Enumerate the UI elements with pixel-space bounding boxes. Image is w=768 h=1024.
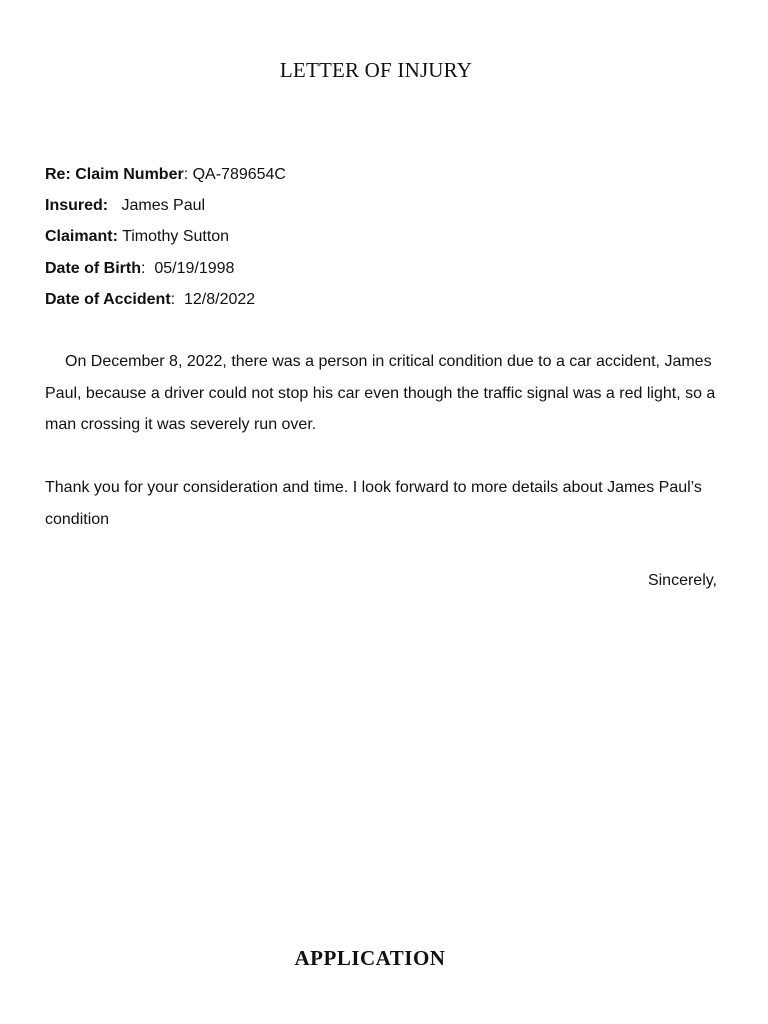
body-paragraph-accident: On December 8, 2022, there was a person in critical condition due to a car accident, James Paul, because a driver could not stop his car even though the traffic signal was a red light, so a man crossing it was severely run over. (45, 353, 716, 433)
claim-number-label: Re: Claim Number (45, 166, 184, 183)
date-of-accident-separator: : (170, 290, 184, 308)
claimant-row (45, 226, 286, 257)
insured-row (45, 195, 286, 226)
insured-value: James Paul (121, 197, 206, 215)
claimant-label: Claimant: (45, 228, 118, 246)
claim-number-row (45, 164, 286, 195)
date-of-birth-label: Date of Birth (45, 259, 141, 277)
date-of-accident-label: Date of Accident (45, 290, 171, 308)
claim-details (45, 164, 286, 320)
date-of-birth-separator: : (141, 259, 155, 277)
closing-salutation: Sincerely, (647, 572, 717, 589)
footer-heading: APPLICATION (294, 946, 446, 970)
claimant-value: Timothy Sutton (122, 228, 230, 246)
letter-title: LETTER OF INJURY (279, 58, 473, 82)
body-paragraph-thanks: Thank you for your consideration and time. I look forward to more details about James Paul’s condition (45, 479, 702, 528)
date-of-birth-row (45, 258, 286, 289)
date-of-accident-row (45, 289, 286, 320)
insured-label: Insured: (45, 197, 109, 215)
date-of-accident-value: 12/8/2022 (184, 290, 256, 308)
claim-number-separator: : (183, 166, 193, 183)
claim-number-value: QA-789654C (192, 166, 286, 183)
date-of-birth-value: 05/19/1998 (154, 259, 235, 277)
insured-separator (108, 197, 121, 214)
